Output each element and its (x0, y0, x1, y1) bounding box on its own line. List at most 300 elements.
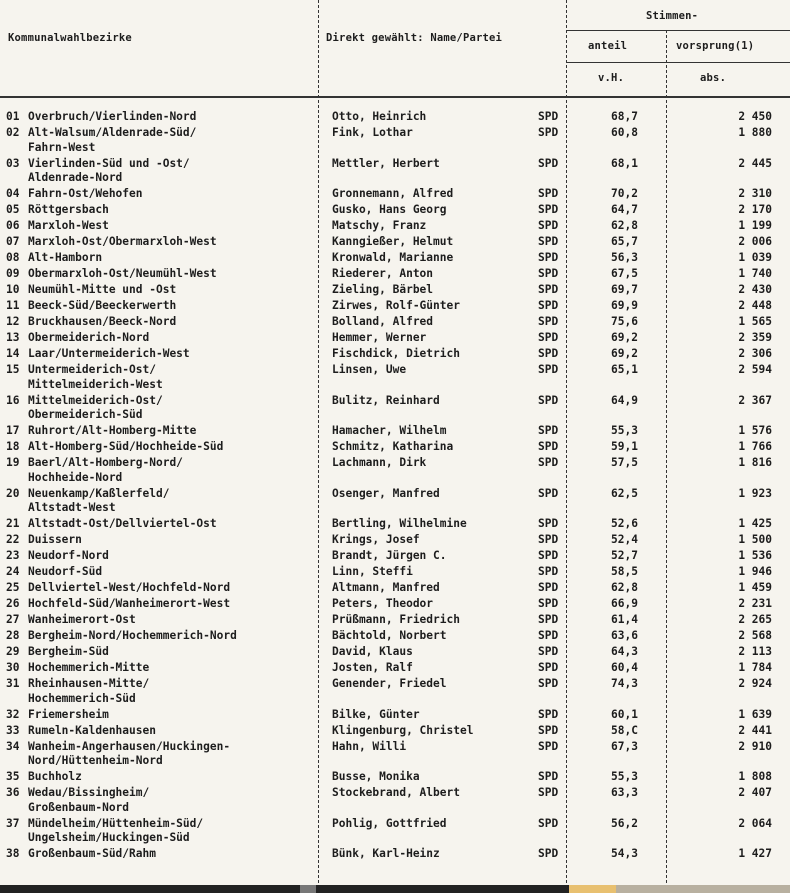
party: SPD (538, 203, 559, 216)
party: SPD (538, 816, 559, 830)
vote-lead: 2 568 (738, 629, 772, 642)
candidate-name: Fink, Lothar (332, 126, 413, 139)
vote-share: 58,C (611, 723, 638, 737)
candidate-name: Pohlig, Gottfried (332, 816, 447, 830)
district-line: Bergheim-Süd (28, 645, 109, 658)
header-rule-bottom (0, 96, 790, 98)
table-row (6, 770, 790, 786)
vote-lead: 2 359 (738, 331, 772, 344)
table-row (6, 283, 790, 299)
vote-share: 59,1 (611, 440, 638, 453)
vote-share: 58,5 (611, 565, 638, 578)
row-number: 25 (6, 581, 20, 594)
vote-lead: 1 816 (738, 456, 772, 469)
vote-share: 60,8 (611, 126, 638, 139)
party: SPD (538, 629, 559, 642)
vote-lead: 2 170 (738, 203, 772, 216)
row-number: 35 (6, 770, 20, 783)
candidate-name: Genender, Friedel (332, 677, 447, 690)
candidate-name: Zieling, Bärbel (332, 283, 434, 296)
vote-lead: 2 367 (738, 393, 772, 407)
table-row (6, 363, 790, 394)
row-number: 36 (6, 786, 20, 799)
vote-lead: 1 946 (738, 565, 772, 578)
district-name (28, 817, 324, 848)
row-number: 05 (6, 203, 20, 216)
district-name (28, 770, 324, 786)
table-row (6, 549, 790, 565)
district-name (28, 235, 324, 251)
row-number: 32 (6, 707, 20, 721)
table-row (6, 533, 790, 549)
party: SPD (538, 581, 559, 594)
district-name (28, 267, 324, 283)
vote-lead: 2 310 (738, 187, 772, 200)
table-row (6, 613, 790, 629)
party: SPD (538, 393, 559, 407)
header-votes: Stimmen- (646, 10, 699, 22)
district-name (28, 315, 324, 331)
district-line: Altstadt-Ost/Dellviertel-Ost (28, 517, 217, 530)
party: SPD (538, 110, 559, 123)
candidate-name: Linsen, Uwe (332, 363, 407, 376)
party: SPD (538, 770, 559, 783)
vote-lead: 1 427 (738, 847, 772, 860)
row-number: 22 (6, 533, 20, 546)
table-row (6, 267, 790, 283)
vote-share: 60,4 (611, 661, 638, 674)
table-row (6, 629, 790, 645)
candidate-name: Josten, Ralf (332, 661, 413, 674)
vote-share: 56,3 (611, 251, 638, 264)
vote-lead: 1 740 (738, 267, 772, 280)
district-name (28, 424, 324, 440)
row-number: 15 (6, 363, 20, 376)
district-name (28, 126, 324, 157)
vote-lead: 1 576 (738, 424, 772, 437)
vote-lead: 1 039 (738, 251, 772, 264)
header-share: anteil (588, 40, 628, 52)
district-line: Wedau/Bissingheim/ (28, 786, 150, 799)
district-line: Neumühl-Mitte und -Ost (28, 283, 177, 296)
row-number: 37 (6, 816, 20, 830)
header-elected: Direkt gewählt: Name/Partei (326, 32, 503, 44)
district-name (28, 565, 324, 581)
district-line: Fahrn-Ost/Wehofen (28, 187, 143, 200)
header-share-unit: v.H. (598, 72, 625, 84)
table-row (6, 661, 790, 677)
vote-lead: 2 231 (738, 597, 772, 610)
district-name (28, 347, 324, 363)
district-name (28, 456, 324, 487)
candidate-name: Bulitz, Reinhard (332, 393, 440, 407)
party: SPD (538, 363, 559, 376)
row-number: 18 (6, 440, 20, 453)
candidate-name: Bilke, Günter (332, 707, 420, 721)
district-line: Hochfeld-Süd/Wanheimerort-West (28, 597, 231, 610)
candidate-name: Kronwald, Marianne (332, 251, 454, 264)
vote-share: 52,7 (611, 549, 638, 562)
vote-share: 69,2 (611, 331, 638, 344)
row-number: 10 (6, 283, 20, 296)
district-line: Rheinhausen-Mitte/ (28, 677, 150, 690)
district-name (28, 331, 324, 347)
vote-lead: 2 594 (738, 363, 772, 376)
district-line: Marxloh-West (28, 219, 109, 232)
district-name (28, 251, 324, 267)
district-line: Dellviertel-West/Hochfeld-Nord (28, 581, 231, 594)
table-row (6, 645, 790, 661)
party: SPD (538, 126, 559, 139)
district-name (28, 219, 324, 235)
table-row (6, 847, 790, 863)
party: SPD (538, 486, 559, 500)
candidate-name: Riederer, Anton (332, 267, 434, 280)
table-row (6, 299, 790, 315)
district-line: Obermeiderich-Nord (28, 331, 150, 344)
vote-share: 64,3 (611, 645, 638, 658)
candidate-name: Peters, Theodor (332, 597, 434, 610)
vote-share: 69,9 (611, 299, 638, 312)
row-number: 13 (6, 331, 20, 344)
party: SPD (538, 565, 559, 578)
candidate-name: Bolland, Alfred (332, 315, 434, 328)
table-row (6, 565, 790, 581)
table-row (6, 110, 790, 126)
table-row (6, 126, 790, 157)
table-row (6, 219, 790, 235)
candidate-name: Otto, Heinrich (332, 110, 427, 123)
district-line: Hochemmerich-Süd (28, 691, 136, 705)
district-name (28, 629, 324, 645)
party: SPD (538, 645, 559, 658)
party: SPD (538, 315, 559, 328)
vote-share: 70,2 (611, 187, 638, 200)
party: SPD (538, 597, 559, 610)
candidate-name: Linn, Steffi (332, 565, 413, 578)
vote-lead: 1 459 (738, 581, 772, 594)
district-name (28, 677, 324, 708)
district-line: Hochheide-Nord (28, 470, 123, 484)
vote-share: 65,7 (611, 235, 638, 248)
candidate-name: Gusko, Hans Georg (332, 203, 447, 216)
district-name (28, 110, 324, 126)
vote-lead: 2 407 (738, 786, 772, 799)
candidate-name: Prüßmann, Friedrich (332, 613, 460, 626)
candidate-name: Fischdick, Dietrich (332, 347, 460, 360)
vote-lead: 1 536 (738, 549, 772, 562)
vote-lead: 1 923 (738, 486, 772, 500)
district-line: Obermarxloh-Ost/Neumühl-West (28, 267, 217, 280)
candidate-name: David, Klaus (332, 645, 413, 658)
district-line: Buchholz (28, 770, 82, 783)
candidate-name: Lachmann, Dirk (332, 456, 427, 469)
party: SPD (538, 549, 559, 562)
table-row (6, 581, 790, 597)
district-name (28, 299, 324, 315)
vote-share: 75,6 (611, 315, 638, 328)
results-table (6, 110, 790, 863)
vote-share: 56,2 (611, 816, 638, 830)
district-line: Ruhrort/Alt-Homberg-Mitte (28, 424, 197, 437)
header-districts: Kommunalwahlbezirke (8, 32, 132, 44)
table-row (6, 487, 790, 518)
candidate-name: Klingenburg, Christel (332, 723, 474, 737)
party: SPD (538, 533, 559, 546)
district-line: Bruckhausen/Beeck-Nord (28, 315, 177, 328)
district-line: Laar/Untermeiderich-West (28, 347, 190, 360)
vote-lead: 2 448 (738, 299, 772, 312)
party: SPD (538, 786, 559, 799)
row-number: 04 (6, 187, 20, 200)
candidate-name: Kanngießer, Helmut (332, 235, 454, 248)
party: SPD (538, 723, 559, 737)
district-line: Nord/Hüttenheim-Nord (28, 754, 163, 767)
district-name (28, 549, 324, 565)
vote-share: 67,3 (611, 739, 638, 753)
district-line: Mittelmeiderich-Ost/ (28, 393, 163, 407)
table-row (6, 157, 790, 188)
row-number: 29 (6, 645, 20, 658)
vote-lead: 1 425 (738, 517, 772, 530)
vote-lead: 2 924 (738, 677, 772, 690)
vote-share: 69,2 (611, 347, 638, 360)
vote-lead: 2 306 (738, 347, 772, 360)
vote-lead: 2 430 (738, 283, 772, 296)
row-number: 33 (6, 723, 20, 737)
candidate-name: Bächtold, Norbert (332, 629, 447, 642)
table-row (6, 315, 790, 331)
header-lead: vorsprung(1) (676, 40, 755, 52)
table-row (6, 708, 790, 724)
party: SPD (538, 677, 559, 690)
vote-lead: 2 006 (738, 235, 772, 248)
vote-share: 61,4 (611, 613, 638, 626)
district-line: Vierlinden-Süd und -Ost/ (28, 156, 190, 170)
district-line: Neudorf-Süd (28, 565, 103, 578)
district-line: Baerl/Alt-Homberg-Nord/ (28, 456, 183, 469)
vote-lead: 1 880 (738, 126, 772, 139)
party: SPD (538, 661, 559, 674)
party: SPD (538, 219, 559, 232)
district-line: Bergheim-Nord/Hochemmerich-Nord (28, 629, 237, 642)
district-line: Alt-Hamborn (28, 251, 103, 264)
row-number: 21 (6, 517, 20, 530)
row-number: 31 (6, 677, 20, 690)
party: SPD (538, 331, 559, 344)
candidate-name: Zirwes, Rolf-Günter (332, 299, 460, 312)
vote-share: 62,8 (611, 581, 638, 594)
row-number: 14 (6, 347, 20, 360)
district-line: Alt-Homberg-Süd/Hochheide-Süd (28, 440, 224, 453)
party: SPD (538, 707, 559, 721)
vote-lead: 1 199 (738, 219, 772, 232)
district-name (28, 708, 324, 724)
row-number: 34 (6, 739, 20, 753)
district-name (28, 533, 324, 549)
party: SPD (538, 267, 559, 280)
vote-lead: 2 910 (738, 739, 772, 753)
candidate-name: Brandt, Jürgen C. (332, 549, 447, 562)
vote-share: 63,3 (611, 786, 638, 799)
district-line: Fahrn-West (28, 140, 96, 154)
row-number: 17 (6, 424, 20, 437)
vote-share: 52,6 (611, 517, 638, 530)
vote-share: 65,1 (611, 363, 638, 376)
vote-share: 69,7 (611, 283, 638, 296)
district-line: Neuenkamp/Kaßlerfeld/ (28, 486, 170, 500)
district-name (28, 724, 324, 740)
district-name (28, 597, 324, 613)
row-number: 23 (6, 549, 20, 562)
district-name (28, 581, 324, 597)
row-number: 30 (6, 661, 20, 674)
party: SPD (538, 156, 559, 170)
row-number: 24 (6, 565, 20, 578)
party: SPD (538, 251, 559, 264)
vote-share: 55,3 (611, 770, 638, 783)
candidate-name: Altmann, Manfred (332, 581, 440, 594)
vote-share: 62,5 (611, 486, 638, 500)
district-name (28, 203, 324, 219)
candidate-name: Osenger, Manfred (332, 486, 440, 500)
table-row (6, 424, 790, 440)
row-number: 01 (6, 110, 20, 123)
table-row (6, 456, 790, 487)
party: SPD (538, 847, 559, 860)
table-row (6, 786, 790, 817)
table-row (6, 597, 790, 613)
table-row (6, 251, 790, 267)
candidate-name: Hamacher, Wilhelm (332, 424, 447, 437)
vote-lead: 2 064 (738, 816, 772, 830)
table-row (6, 394, 790, 425)
vote-lead: 1 808 (738, 770, 772, 783)
district-line: Röttgersbach (28, 203, 109, 216)
row-number: 38 (6, 847, 20, 860)
district-line: Großenbaum-Nord (28, 800, 130, 814)
district-line: Alt-Walsum/Aldenrade-Süd/ (28, 126, 197, 139)
row-number: 07 (6, 235, 20, 248)
vote-lead: 1 639 (738, 707, 772, 721)
table-row (6, 440, 790, 456)
candidate-name: Schmitz, Katharina (332, 440, 454, 453)
vote-share: 57,5 (611, 456, 638, 469)
row-number: 02 (6, 126, 20, 139)
district-line: Ungelsheim/Huckingen-Süd (28, 831, 190, 844)
vote-share: 68,7 (611, 110, 638, 123)
district-name (28, 645, 324, 661)
district-name (28, 847, 324, 863)
table-row (6, 817, 790, 848)
vote-lead: 1 565 (738, 315, 772, 328)
vote-share: 55,3 (611, 424, 638, 437)
vote-share: 62,8 (611, 219, 638, 232)
party: SPD (538, 299, 559, 312)
candidate-name: Krings, Josef (332, 533, 420, 546)
district-line: Altstadt-West (28, 501, 116, 514)
vote-lead: 2 450 (738, 110, 772, 123)
row-number: 20 (6, 486, 20, 500)
district-line: Wanheim-Angerhausen/Huckingen- (28, 739, 231, 753)
party: SPD (538, 235, 559, 248)
district-name (28, 487, 324, 518)
scan-edge-strip (0, 885, 790, 893)
header-rule-votes (566, 30, 790, 31)
vote-share: 67,5 (611, 267, 638, 280)
district-line: Duissern (28, 533, 82, 546)
party: SPD (538, 739, 559, 753)
district-name (28, 157, 324, 188)
district-line: Großenbaum-Süd/Rahm (28, 847, 156, 860)
row-number: 03 (6, 156, 20, 170)
vote-lead: 1 500 (738, 533, 772, 546)
district-line: Obermeiderich-Süd (28, 408, 143, 421)
candidate-name: Hemmer, Werner (332, 331, 427, 344)
table-row (6, 724, 790, 740)
vote-share: 63,6 (611, 629, 638, 642)
table-row (6, 347, 790, 363)
row-number: 27 (6, 613, 20, 626)
vote-lead: 1 766 (738, 440, 772, 453)
vote-share: 52,4 (611, 533, 638, 546)
district-name (28, 517, 324, 533)
candidate-name: Stockebrand, Albert (332, 786, 460, 799)
candidate-name: Hahn, Willi (332, 739, 407, 753)
district-line: Beeck-Süd/Beeckerwerth (28, 299, 177, 312)
vote-share: 68,1 (611, 156, 638, 170)
row-number: 08 (6, 251, 20, 264)
district-line: Untermeiderich-Ost/ (28, 363, 156, 376)
table-row (6, 517, 790, 533)
row-number: 09 (6, 267, 20, 280)
candidate-name: Bünk, Karl-Heinz (332, 847, 440, 860)
vote-share: 74,3 (611, 677, 638, 690)
row-number: 19 (6, 456, 20, 469)
candidate-name: Mettler, Herbert (332, 156, 440, 170)
district-name (28, 786, 324, 817)
district-name (28, 613, 324, 629)
candidate-name: Busse, Monika (332, 770, 420, 783)
table-row (6, 187, 790, 203)
district-name (28, 283, 324, 299)
table-row (6, 235, 790, 251)
party: SPD (538, 517, 559, 530)
party: SPD (538, 440, 559, 453)
vote-share: 64,7 (611, 203, 638, 216)
district-name (28, 661, 324, 677)
candidate-name: Bertling, Wilhelmine (332, 517, 467, 530)
party: SPD (538, 424, 559, 437)
row-number: 26 (6, 597, 20, 610)
district-line: Mittelmeiderich-West (28, 377, 163, 391)
row-number: 11 (6, 299, 20, 312)
vote-lead: 2 265 (738, 613, 772, 626)
party: SPD (538, 347, 559, 360)
district-line: Hochemmerich-Mitte (28, 661, 150, 674)
district-line: Neudorf-Nord (28, 549, 109, 562)
vote-share: 54,3 (611, 847, 638, 860)
party: SPD (538, 187, 559, 200)
candidate-name: Matschy, Franz (332, 219, 427, 232)
vote-lead: 1 784 (738, 661, 772, 674)
candidate-name: Gronnemann, Alfred (332, 187, 454, 200)
district-name (28, 740, 324, 771)
row-number: 28 (6, 629, 20, 642)
district-name (28, 440, 324, 456)
vote-share: 64,9 (611, 393, 638, 407)
district-line: Rumeln-Kaldenhausen (28, 723, 156, 737)
